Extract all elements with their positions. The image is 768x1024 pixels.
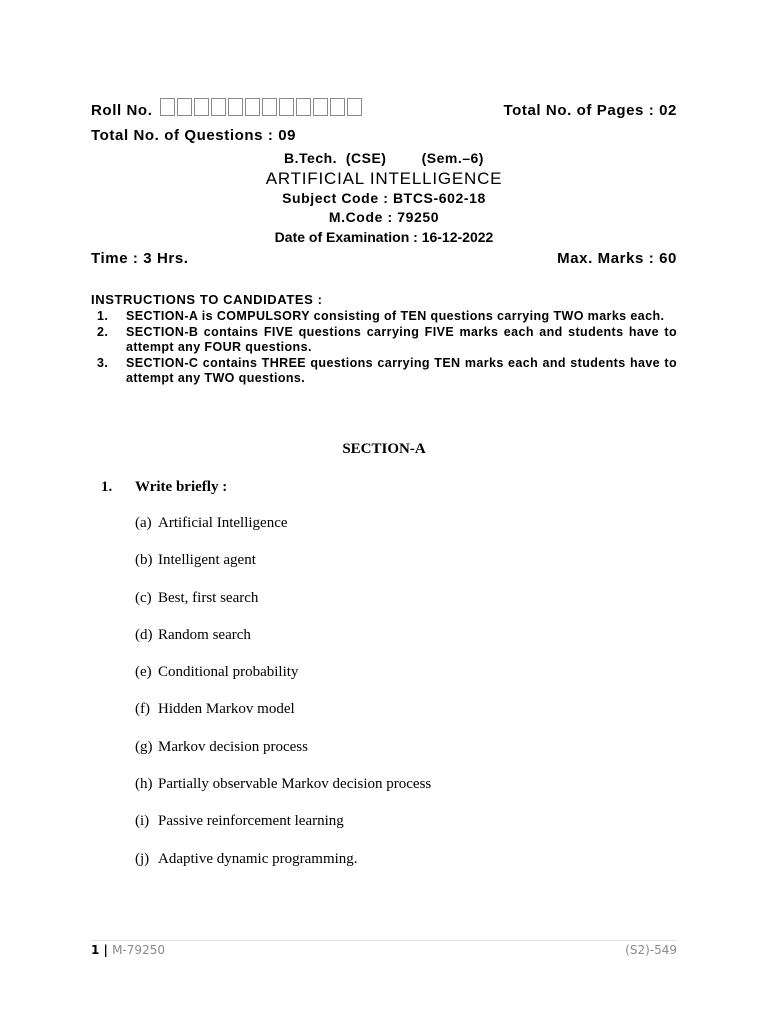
- subpart-item: [135, 700, 431, 737]
- instruction-number: 3.: [97, 356, 109, 370]
- roll-row: [91, 101, 677, 119]
- roll-number-box: [177, 98, 192, 116]
- subpart-item: [135, 850, 431, 887]
- roll-number-boxes: [160, 98, 364, 116]
- roll-number-box: [228, 98, 243, 116]
- roll-number-box: [211, 98, 226, 116]
- exam-date: Date of Examination : 16-12-2022: [274, 229, 494, 245]
- roll-number-box: [262, 98, 277, 116]
- subpart-text: Conditional probability: [158, 664, 299, 681]
- subpart-item: [135, 589, 431, 626]
- footer-mcode: M-79250: [112, 943, 165, 957]
- subject-code: Subject Code : BTCS-602-18: [282, 190, 486, 206]
- subpart-item: [135, 775, 431, 812]
- instruction-number: 1.: [97, 309, 109, 323]
- roll-number-box: [347, 98, 362, 116]
- subpart-item: [135, 663, 431, 700]
- instruction-text: SECTION-B contains FIVE questions carrying FIVE marks each and students have to attempt any FOUR questions.: [126, 325, 677, 354]
- subject-title: ARTIFICIAL INTELLIGENCE: [265, 169, 503, 188]
- subpart-label: (g): [135, 738, 153, 755]
- subpart-item: [135, 738, 431, 775]
- question-1: [101, 479, 227, 496]
- subpart-text: Artificial Intelligence: [158, 515, 288, 531]
- subpart-text: Adaptive dynamic programming.: [158, 850, 358, 867]
- subpart-label: (b): [135, 552, 153, 569]
- instruction-text: SECTION-C contains THREE questions carrying TEN marks each and students have to attempt any TWO questions.: [126, 356, 677, 385]
- total-pages: Total No. of Pages : 02: [503, 102, 677, 119]
- subpart-label: (e): [135, 664, 152, 681]
- footer-code: (S2)-549: [625, 943, 677, 957]
- subpart-text: Partially observable Markov decision process: [158, 776, 432, 793]
- roll-number-box: [313, 98, 328, 116]
- footer-divider: [91, 940, 677, 941]
- instructions-title: INSTRUCTIONS TO CANDIDATES :: [91, 292, 323, 307]
- m-code: M.Code : 79250: [328, 209, 440, 225]
- subpart-label: (c): [135, 589, 152, 606]
- subpart-text: Markov decision process: [158, 738, 308, 755]
- page-number: 1: [91, 943, 100, 957]
- roll-number-box: [194, 98, 209, 116]
- subpart-label: (f): [135, 701, 150, 718]
- subpart-label: (j): [135, 850, 150, 867]
- instructions-list: [91, 309, 677, 387]
- time-marks-row: [91, 250, 677, 267]
- subpart-label: (h): [135, 776, 153, 793]
- question-text: Write briefly :: [135, 479, 228, 495]
- section-heading: SECTION-A: [342, 441, 426, 457]
- roll-number-field: [91, 101, 364, 119]
- subpart-label: (i): [135, 813, 150, 830]
- question-number: 1.: [101, 479, 113, 495]
- subpart-label: (a): [135, 515, 152, 531]
- footer-separator: |: [99, 943, 113, 957]
- subpart-item: [135, 812, 431, 849]
- subpart-text: Intelligent agent: [158, 552, 256, 569]
- subpart-text: Random search: [158, 626, 251, 643]
- roll-number-box: [296, 98, 311, 116]
- instruction-text: SECTION-A is COMPULSORY consisting of TEN questions carrying TWO marks each.: [126, 309, 665, 323]
- subpart-text: Hidden Markov model: [158, 701, 295, 718]
- roll-label: Roll No.: [91, 102, 153, 119]
- subpart-text: Passive reinforcement learning: [158, 813, 344, 830]
- roll-number-box: [160, 98, 175, 116]
- instruction-item: [91, 309, 677, 324]
- time-allowed: Time : 3 Hrs.: [91, 250, 189, 267]
- subpart-list: [135, 514, 431, 887]
- page-footer: [91, 943, 677, 957]
- subpart-item: [135, 514, 431, 551]
- subpart-text: Best, first search: [158, 589, 259, 606]
- instruction-item: [91, 325, 677, 355]
- subpart-item: [135, 551, 431, 588]
- roll-number-box: [330, 98, 345, 116]
- instruction-item: [91, 356, 677, 386]
- footer-left: [91, 943, 165, 957]
- subpart-label: (d): [135, 626, 153, 643]
- course-line: B.Tech. (CSE) (Sem.–6): [284, 150, 484, 166]
- instruction-number: 2.: [97, 325, 109, 339]
- subpart-item: [135, 626, 431, 663]
- max-marks: Max. Marks : 60: [557, 250, 677, 267]
- roll-number-box: [245, 98, 260, 116]
- roll-number-box: [279, 98, 294, 116]
- total-questions: Total No. of Questions : 09: [91, 127, 297, 144]
